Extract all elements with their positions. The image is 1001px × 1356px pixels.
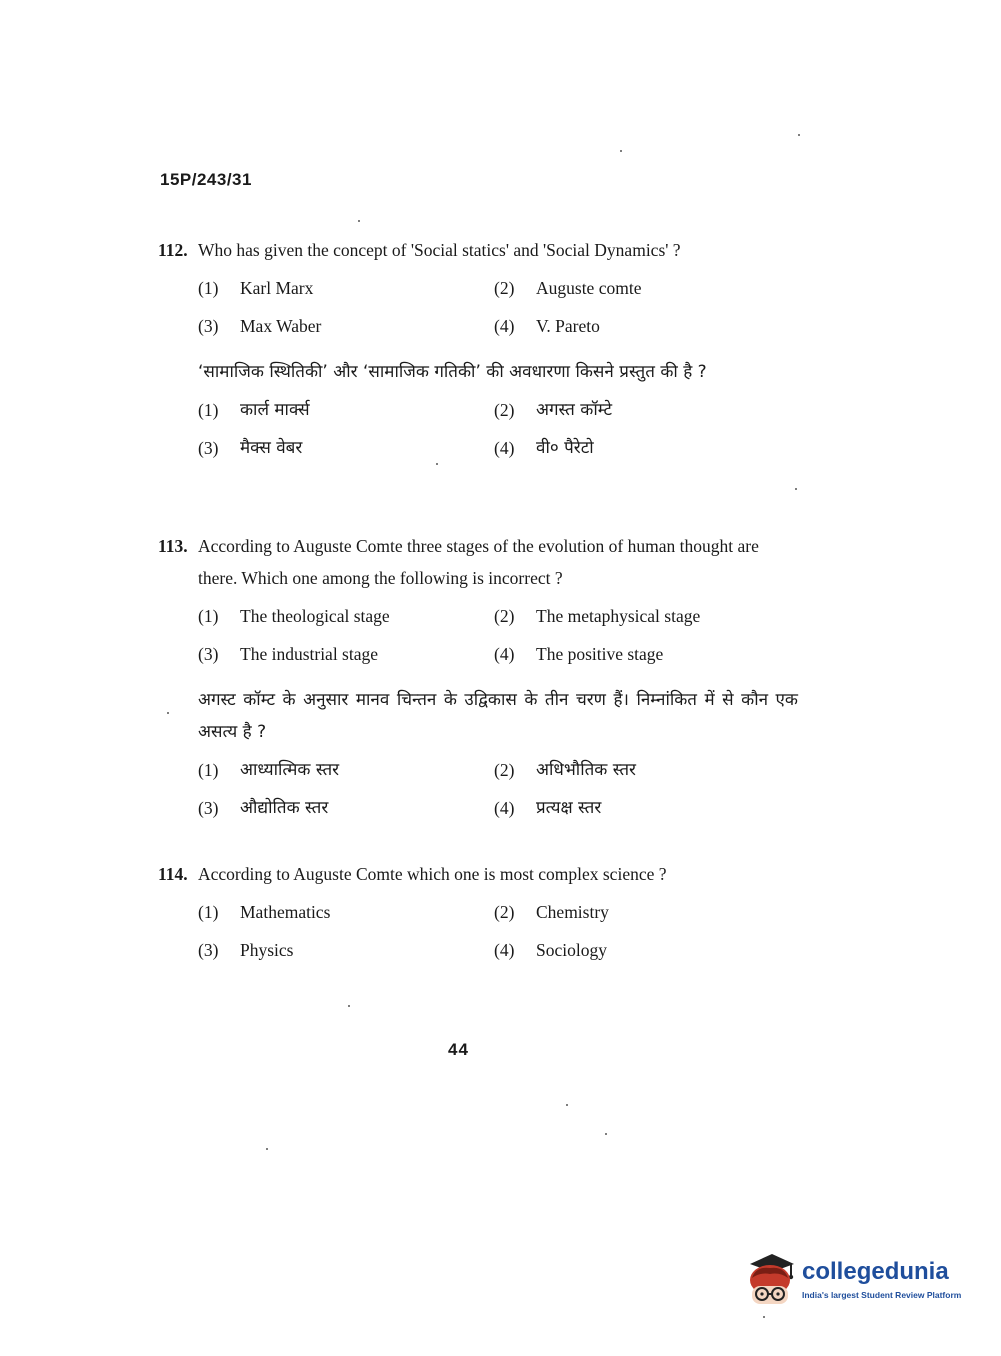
option-hi: (1) कार्ल मार्क्स	[198, 400, 310, 420]
option-en: (3) The industrial stage	[198, 644, 379, 664]
scan-speck	[348, 1005, 350, 1007]
option-en: (3) Max Waber	[198, 316, 322, 336]
question-text-en: Who has given the concept of 'Social statics' and 'Social Dynamics' ?	[198, 240, 681, 260]
question-stem-en	[158, 234, 798, 266]
scan-speck	[358, 220, 360, 222]
question-text-hi: ‘सामाजिक स्थितिकी’ और ‘सामाजिक गतिकी’ की अवधारणा किसने प्रस्तुत की है ?	[198, 362, 707, 382]
paper-code: 15P/243/31	[160, 170, 252, 189]
question-114	[158, 858, 798, 964]
option-hi: (4) वी० पैरेटो	[494, 438, 594, 458]
options-en	[198, 274, 798, 340]
scan-speck	[436, 463, 438, 465]
scan-speck	[266, 1148, 268, 1150]
logo-tagline: India's largest Student Review Platform	[802, 1290, 962, 1300]
option-en: (4) Sociology	[494, 940, 607, 960]
question-text-en: According to Auguste Comte which one is most complex science ?	[198, 864, 667, 884]
options-en	[198, 602, 798, 668]
option-hi: (3) मैक्स वेबर	[198, 438, 303, 458]
options-hi	[198, 756, 798, 822]
question-text-hi: अगस्ट कॉम्ट के अनुसार मानव चिन्तन के उद्विकास के तीन चरण हैं। निम्नांकित में से कौन एक असत्य है ?	[198, 690, 798, 742]
question-113	[158, 530, 798, 822]
option-en: (1) The theological stage	[198, 606, 390, 626]
scan-speck	[566, 1104, 568, 1106]
option-en: (4) The positive stage	[494, 644, 664, 664]
question-text-en: According to Auguste Comte three stages of the evolution of human thought are there. Which one among the following is incorrect ?	[198, 536, 759, 588]
scan-speck	[605, 1133, 607, 1135]
scan-speck	[620, 150, 622, 152]
options-hi	[198, 396, 798, 462]
option-en: (1) Mathematics	[198, 902, 331, 922]
option-hi: (4) प्रत्यक्ष स्तर	[494, 798, 602, 818]
option-en: (4) V. Pareto	[494, 316, 600, 336]
question-112	[158, 234, 798, 462]
question-stem-en	[158, 530, 798, 594]
collegedunia-logo	[742, 1250, 961, 1308]
option-en: (2) The metaphysical stage	[494, 606, 701, 626]
scan-speck	[167, 712, 169, 714]
option-hi: (3) औद्योतिक स्तर	[198, 798, 329, 818]
question-number: 112.	[158, 240, 188, 260]
option-en: (3) Physics	[198, 940, 294, 960]
option-en: (2) Auguste comte	[494, 278, 642, 298]
option-hi: (2) अगस्त कॉम्टे	[494, 400, 613, 420]
option-en: (1) Karl Marx	[198, 278, 314, 298]
question-number: 114.	[158, 864, 188, 884]
logo-name: collegedunia	[802, 1258, 949, 1285]
option-hi: (1) आध्यात्मिक स्तर	[198, 760, 340, 780]
page-number: 44	[448, 1040, 469, 1059]
scan-speck	[795, 488, 797, 490]
scan-speck	[798, 134, 800, 136]
option-en: (2) Chemistry	[494, 902, 609, 922]
question-stem-en	[158, 858, 798, 890]
scan-speck	[763, 1316, 765, 1318]
student-mascot-icon	[742, 1250, 798, 1308]
question-number: 113.	[158, 536, 188, 556]
option-hi: (2) अधिभौतिक स्तर	[494, 760, 637, 780]
options-en	[198, 898, 798, 964]
